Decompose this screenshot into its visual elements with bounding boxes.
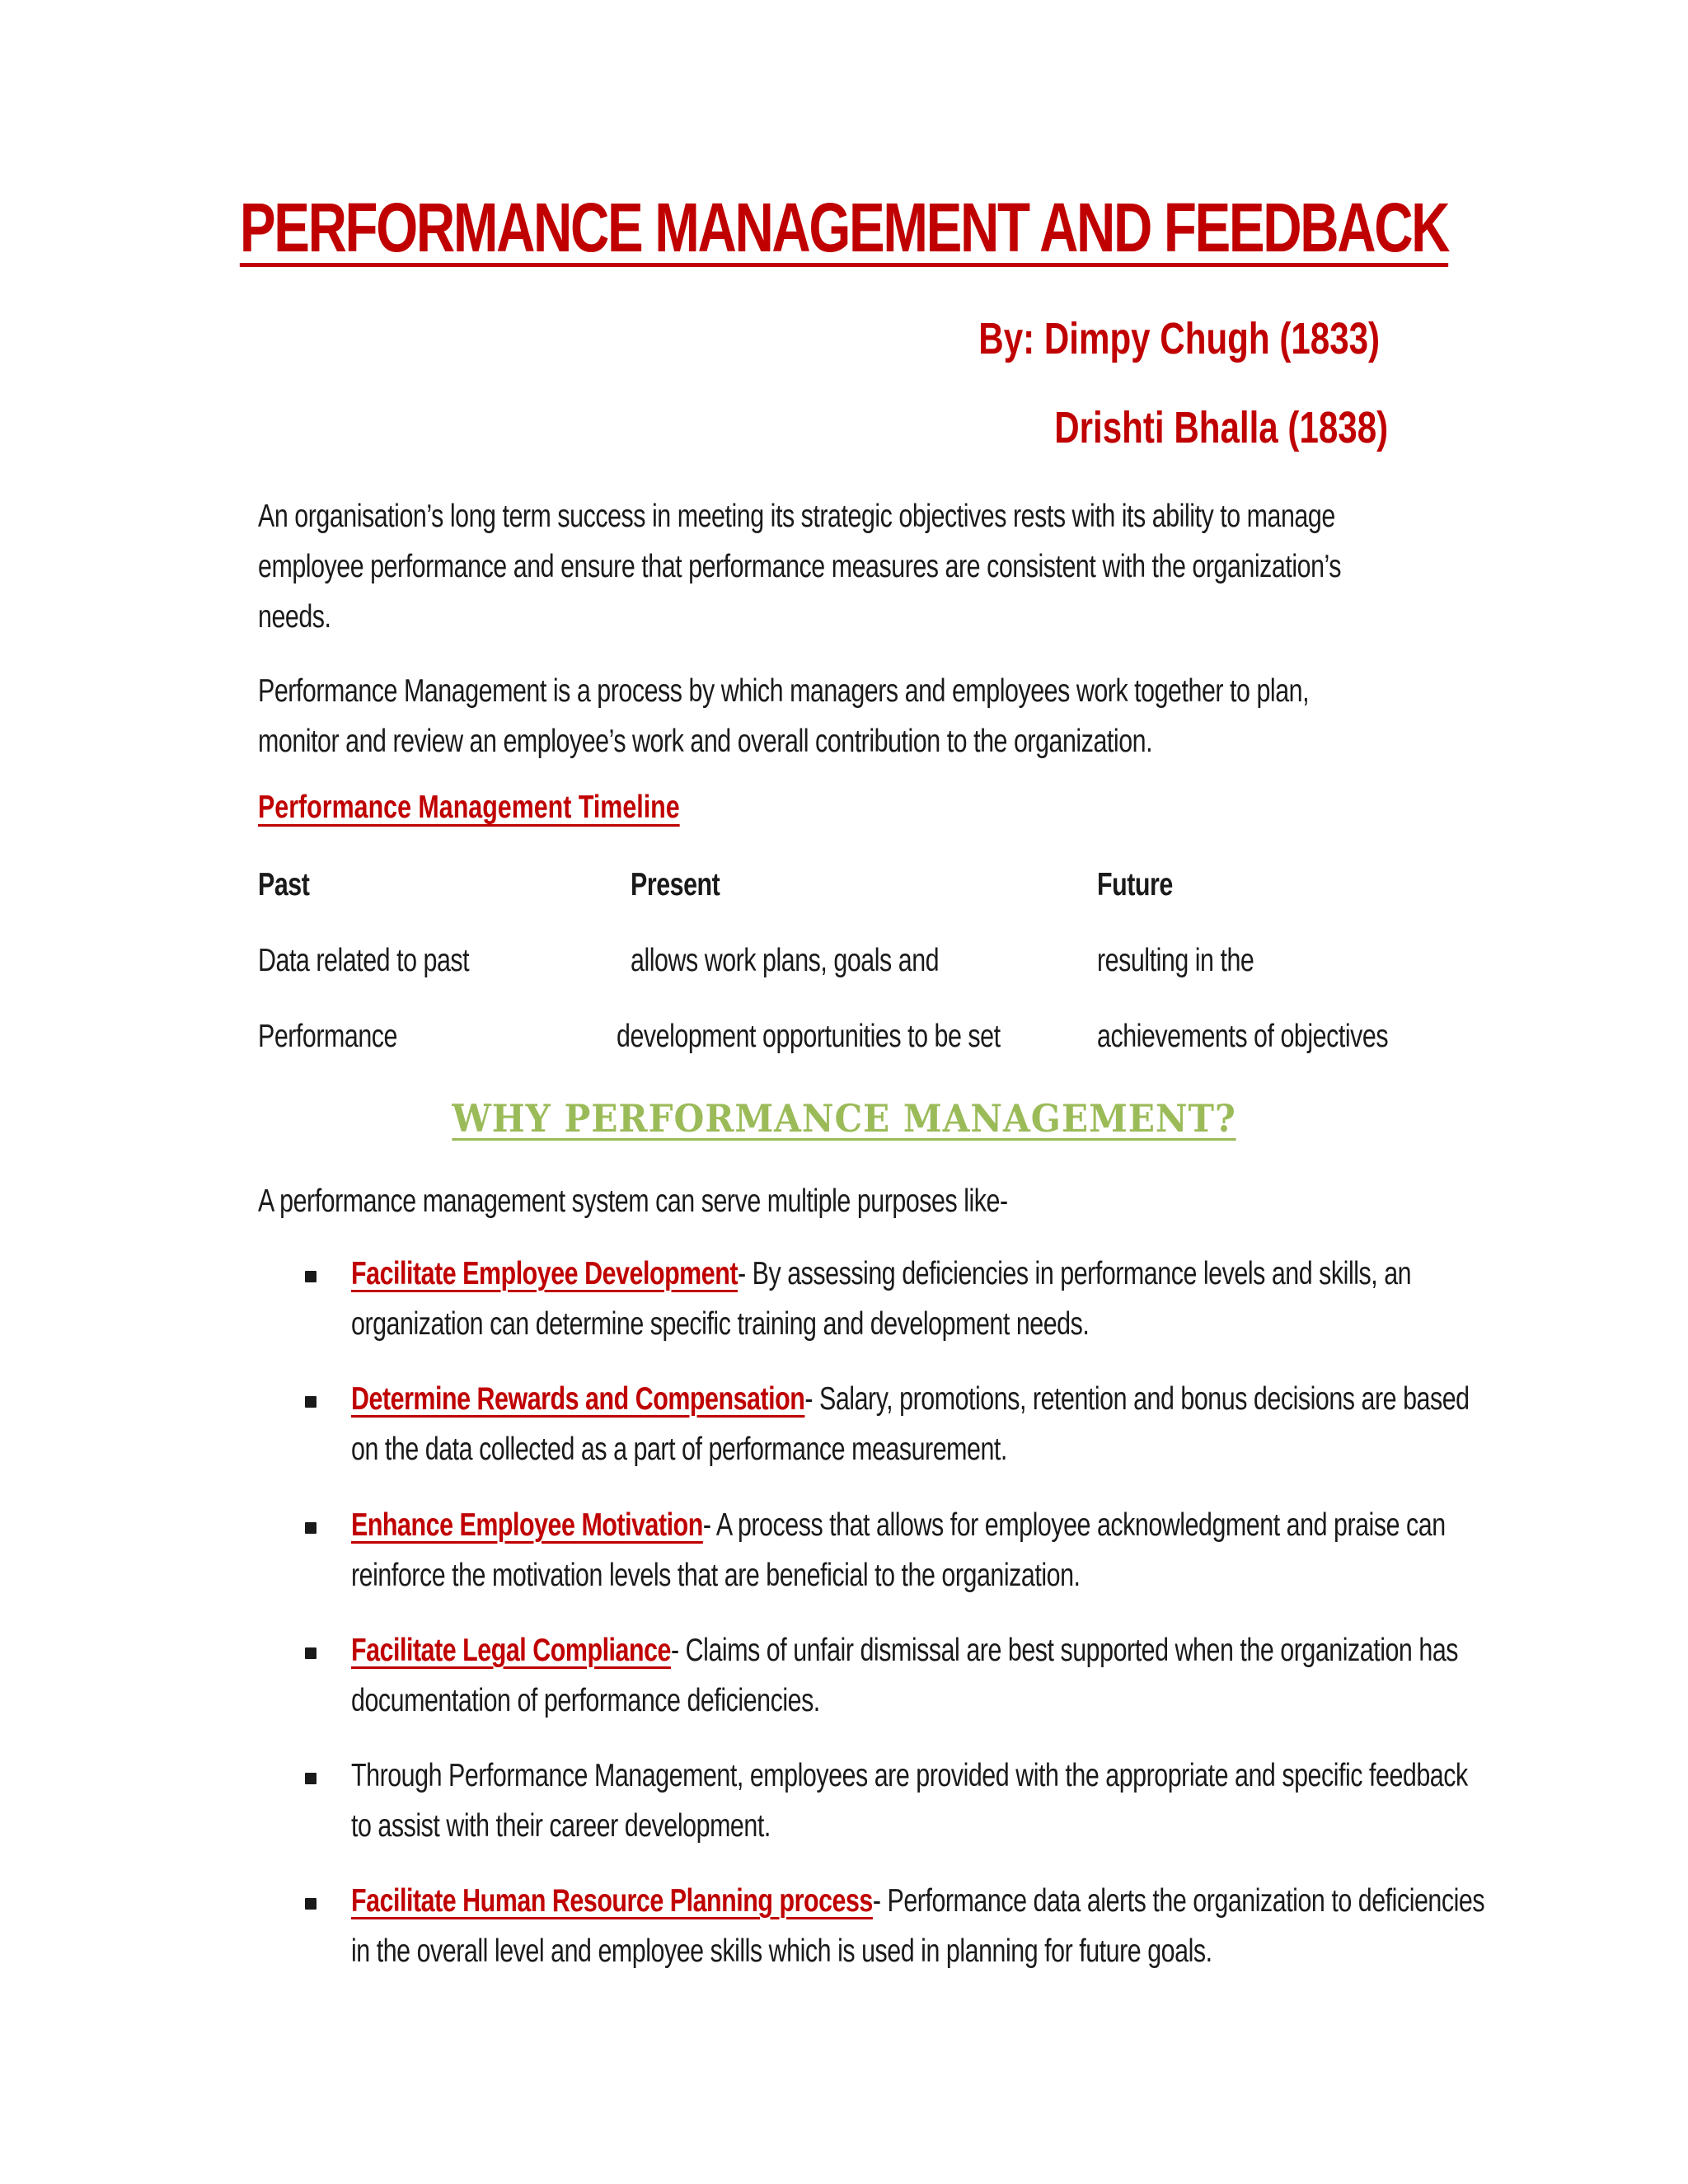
list-item-description: - Salary, promotions, retention and bonus decisions are based on the data collected as a part of performance measurement.	[351, 1381, 1470, 1467]
list-item-text	[351, 1750, 1489, 1851]
document-title: PERFORMANCE MANAGEMENT AND FEEDBACK	[239, 189, 1449, 266]
list-item-text	[351, 1249, 1489, 1349]
timeline-header-past: Past	[258, 867, 310, 902]
bullet-icon	[305, 1773, 316, 1784]
list-item-description: - By assessing deficiencies in performance levels and skills, an organization can determine specific training and development needs.	[351, 1256, 1412, 1342]
list-item-text	[351, 1500, 1489, 1601]
timeline-cell: achievements of objectives	[1097, 1019, 1389, 1054]
list-item-text	[351, 1625, 1489, 1726]
timeline-cell: development opportunities to be set	[617, 1019, 1001, 1054]
list-item-description: - Performance data alerts the organization to deficiencies in the overall level and employee skills which is used in planning for future goals.	[351, 1883, 1485, 1969]
timeline-header-present: Present	[631, 867, 720, 902]
bullet-icon	[305, 1647, 316, 1659]
definition-paragraph: Performance Management is a process by which managers and employees work together to plan, monitor and review an employee’s work and overall contribution to the organization.	[258, 673, 1310, 759]
list-item-description: Through Performance Management, employees are provided with the appropriate and specific feedback to assist with their career development.	[351, 1758, 1468, 1844]
bullet-icon	[305, 1271, 316, 1282]
list-item-term: Facilitate Human Resource Planning process	[351, 1883, 873, 1919]
author-line-2: Drishti Bhalla (1838)	[1054, 403, 1388, 452]
timeline-cell: resulting in the	[1097, 943, 1254, 978]
timeline-header-future: Future	[1097, 867, 1173, 902]
timeline-cell: Performance	[258, 1019, 398, 1054]
bullet-icon	[305, 1898, 316, 1910]
timeline-cell: allows work plans, goals and	[631, 943, 940, 978]
list-item-text	[351, 1876, 1489, 1976]
author-line-1: By: Dimpy Chugh (1833)	[978, 314, 1380, 363]
intro-paragraph: An organisation’s long term success in meeting its strategic objectives rests with its ability to manage employee performance and ensure that performance measures are consistent with the organization’s needs.	[258, 499, 1342, 635]
list-item-text	[351, 1374, 1489, 1474]
list-item-term: Facilitate Legal Compliance	[351, 1633, 672, 1668]
purposes-intro: A performance management system can serve multiple purposes like-	[258, 1183, 1008, 1219]
list-item-description: - Claims of unfair dismissal are best supported when the organization has documentation of performance deficiencies.	[351, 1633, 1459, 1718]
list-item-description: - A process that allows for employee acknowledgment and praise can reinforce the motivation levels that are beneficial to the organization.	[351, 1507, 1446, 1593]
list-item-term: Determine Rewards and Compensation	[351, 1381, 805, 1417]
timeline-cell: Data related to past	[258, 943, 470, 978]
timeline-heading: Performance Management Timeline	[258, 790, 680, 825]
list-item-term: Enhance Employee Motivation	[351, 1507, 703, 1543]
why-heading: WHY PERFORMANCE MANAGEMENT?	[452, 1096, 1236, 1141]
bullet-icon	[305, 1396, 316, 1408]
bullet-icon	[305, 1522, 316, 1534]
list-item-term: Facilitate Employee Development	[351, 1256, 738, 1291]
